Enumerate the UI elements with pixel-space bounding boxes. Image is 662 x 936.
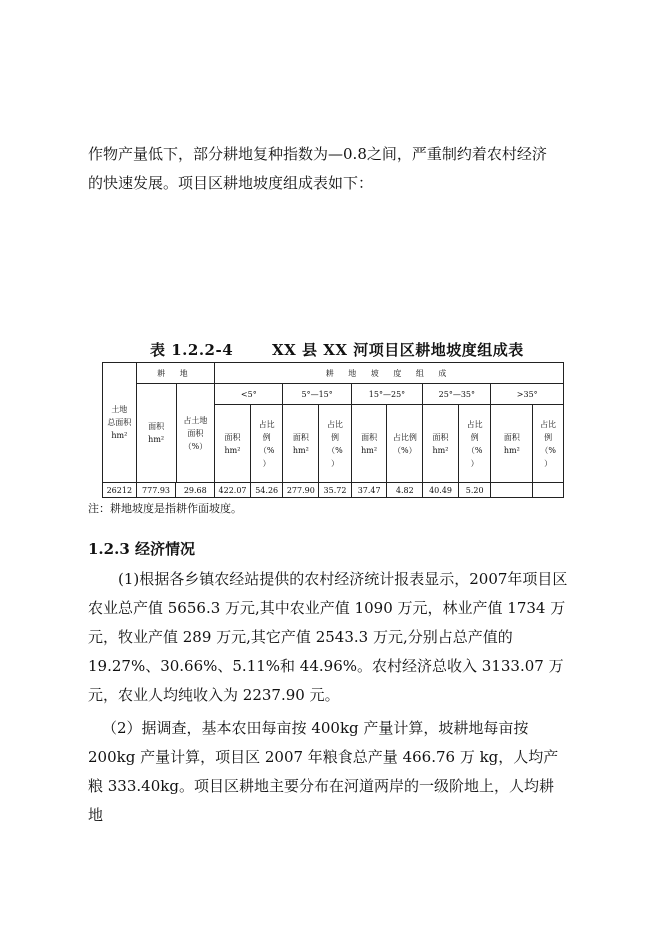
cultivated-area-header: 面积 hm² [137,384,177,482]
cultivated-share-header: 占土地 面积 （%） [183,415,208,451]
s1-share-header: 占比 例 （% ） [250,405,283,483]
cell-s2-share: 35.72 [319,483,352,498]
cultivated-header: 耕 地 [136,363,215,384]
intro-paragraph [88,140,568,198]
slope-range-4: 25°—35° [423,384,491,405]
s3-share-header: 占比例（%） [387,405,423,483]
total-area-header: 土地 总面积 hm² [103,363,137,483]
s2-area-header: 面积 hm² [283,405,319,483]
cell-cultivated-area: 777.93 [136,483,176,498]
s4-area-header: 面积 hm² [423,405,459,483]
cultivated-subheader [136,384,215,483]
s3-area-header: 面积 hm² [351,405,387,483]
intro-line-1: 作物产量低下，部分耕地复种指数为—0.8之间，严重制约着农村经济 [88,145,547,163]
cell-cultivated-share: 29.68 [176,483,215,498]
slope-range-5: >35° [491,384,564,405]
cell-s1-share: 54.26 [250,483,283,498]
paragraph-economy-1: (1)根据各乡镇农经站提供的农村经济统计报表显示，2007年项目区农业总产值 5656.3 万元,其中农业产值 1090 万元，林业产值 1734 万元，牧业产值 289 万元,其它产值 2543.3 万元,分别占总产值的 19.27%、30.66%、5.11%和 44.96%。农村经济总收入 3133.07 万元，农业人均纯收入为 2237.90 元。 [88,570,568,704]
header-row-2 [103,384,564,405]
cell-s2-area: 277.90 [283,483,319,498]
slope-range-2: 5°—15° [283,384,351,405]
cell-s5-share [533,483,564,498]
table-caption [150,339,524,360]
section-heading: 1.2.3 经济情况 [88,540,195,558]
s5-area-header: 面积 hm² [491,405,533,483]
slope-range-3: 15°—25° [351,384,422,405]
header-row-1 [103,363,564,384]
cell-s3-area: 37.47 [351,483,387,498]
s2-share-header: 占比 例 （% ） [319,405,352,483]
table-row [103,483,564,498]
cell-s4-area: 40.49 [423,483,459,498]
slope-composition-table [102,362,564,498]
cell-s3-share: 4.82 [387,483,423,498]
slope-range-1: <5° [215,384,283,405]
cell-s1-area: 422.07 [215,483,251,498]
s1-area-header: 面积 hm² [215,405,251,483]
table-note: 注：耕地坡度是指耕作面坡度。 [88,502,242,515]
intro-line-2: 的快速发展。项目区耕地坡度组成表如下： [88,174,374,192]
slope-composition-header: 耕 地 坡 度 组 成 [215,363,564,384]
s4-share-header: 占比 例 （% ） [458,405,491,483]
cell-total-area: 26212 [103,483,137,498]
paragraph-economy-2: （2）据调查，基本农田每亩按 400kg 产量计算，坡耕地每亩按 200kg 产量计算，项目区 2007 年粮食总产量 466.76 万 kg，人均产粮 333.40kg。项目区耕地主要分布在河道两岸的一级阶地上，人均耕地 [88,719,559,824]
table-title: XX 县 XX 河项目区耕地坡度组成表 [272,341,524,359]
cell-s4-share: 5.20 [458,483,491,498]
s5-share-header: 占比 例 （% ） [533,405,564,483]
table-number: 表 1.2.2-4 [150,341,234,359]
cell-s5-area [491,483,533,498]
